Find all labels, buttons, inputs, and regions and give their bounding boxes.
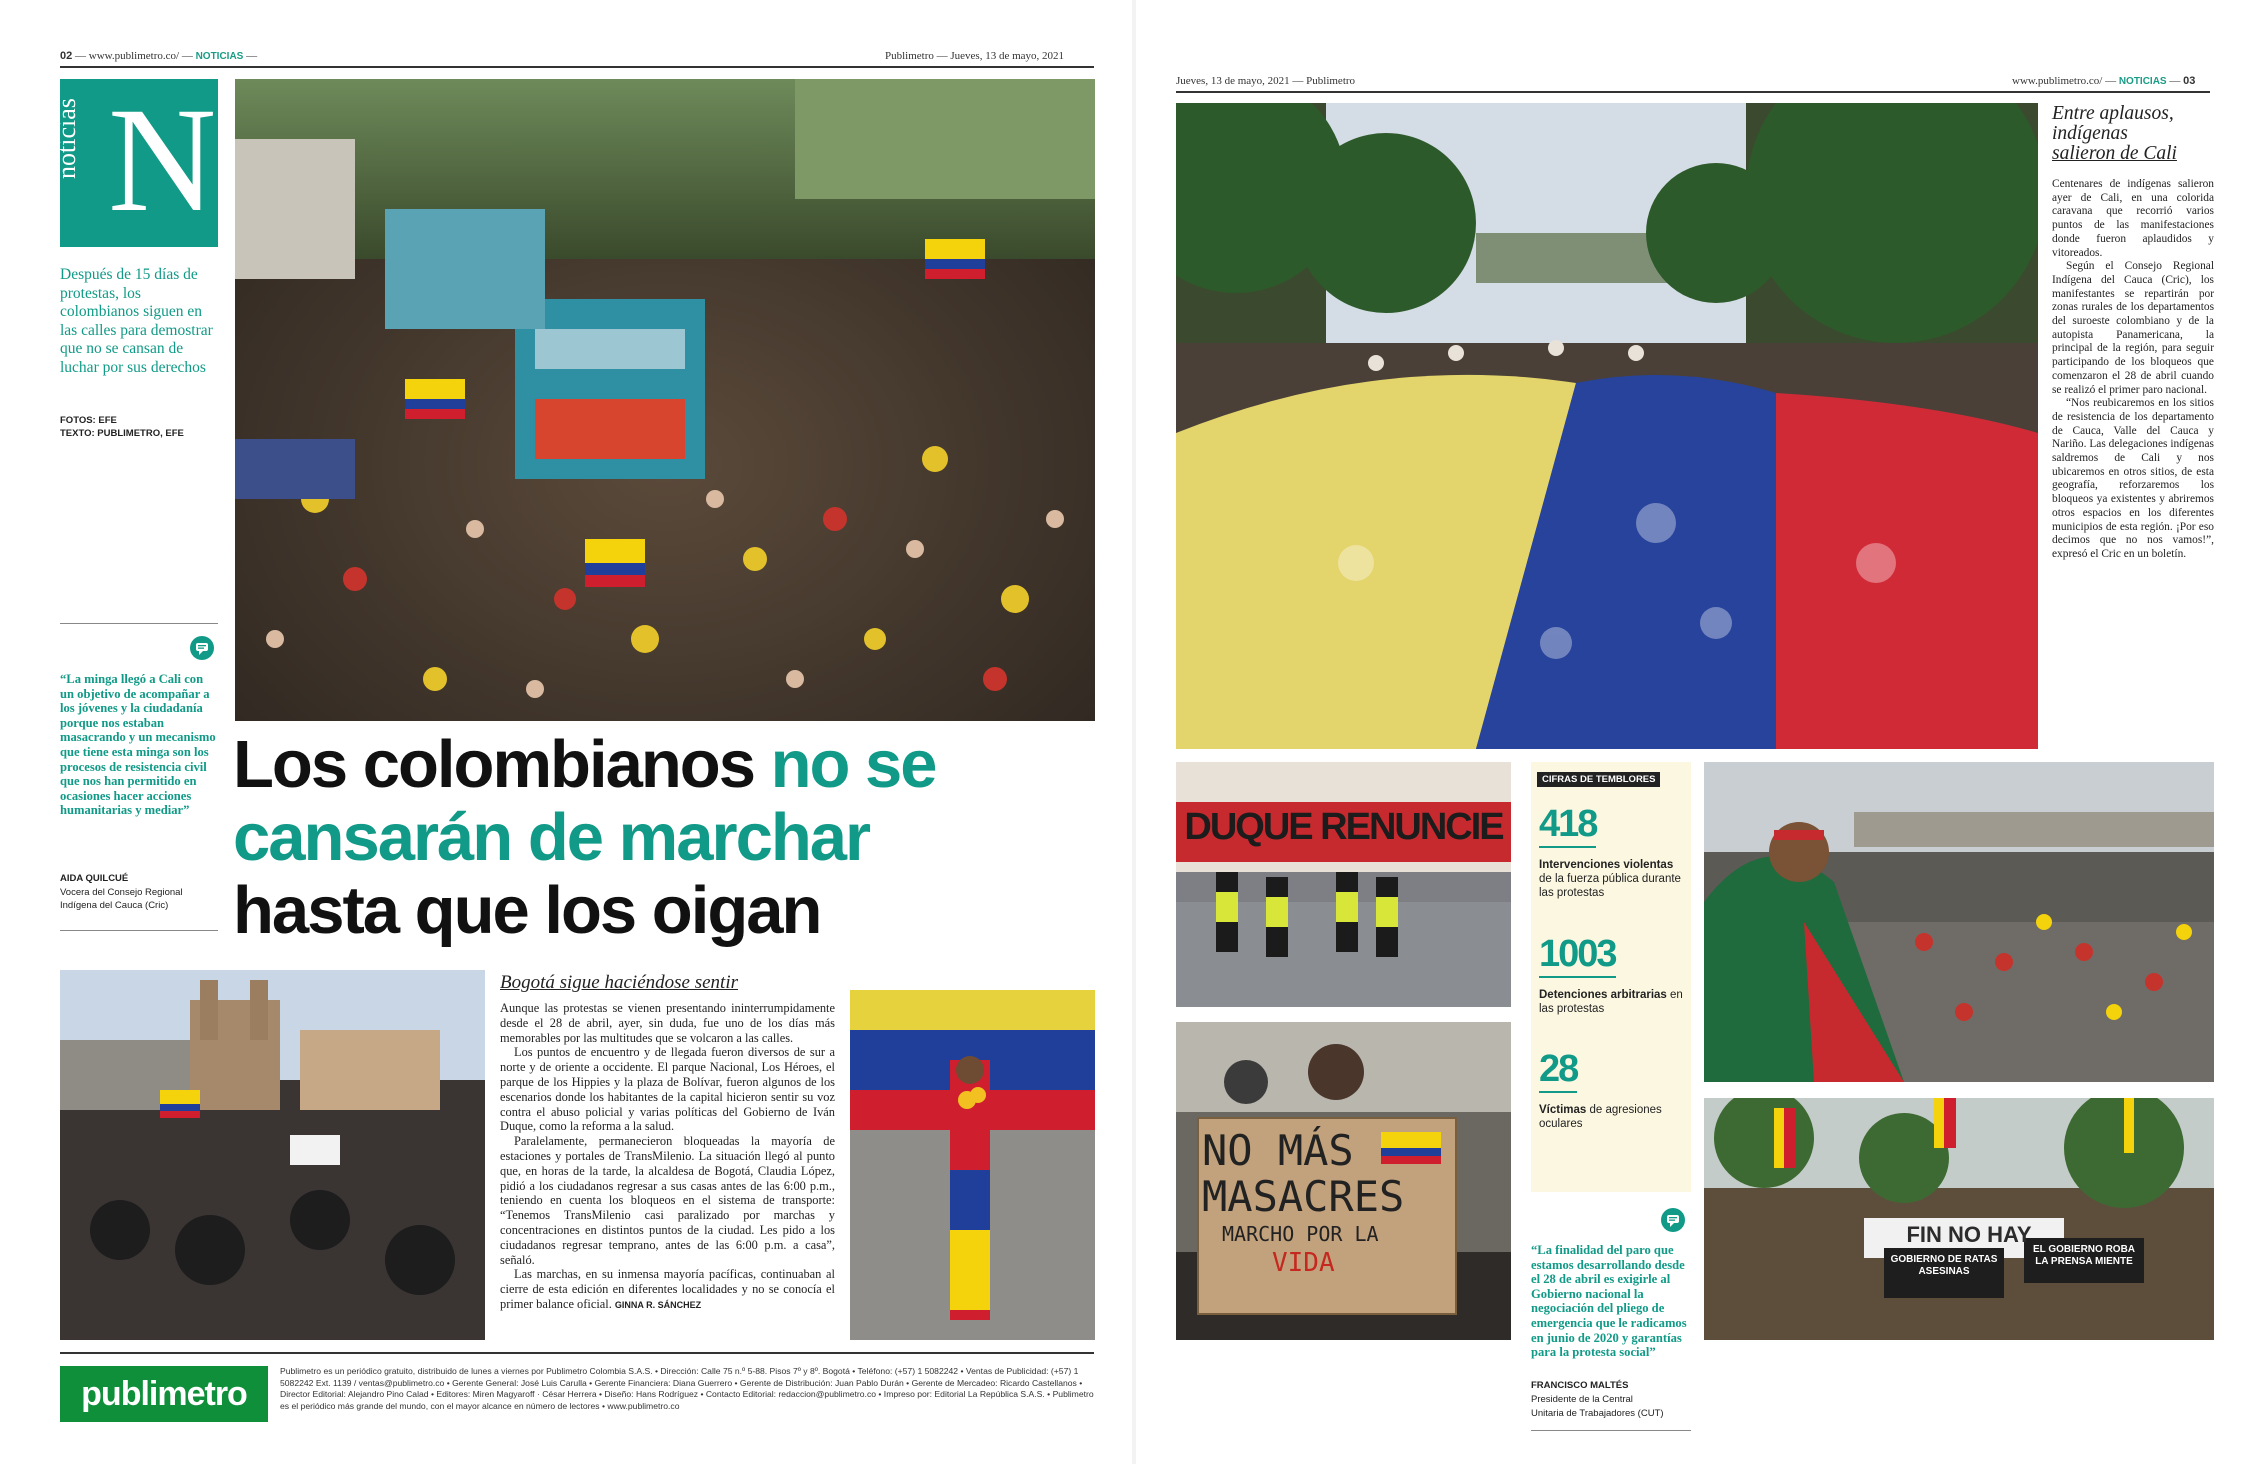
site-url: — www.publimetro.co/ — xyxy=(75,50,193,62)
photo-credit: FOTOS: EFE xyxy=(60,415,117,426)
right-section-label: NOTICIAS xyxy=(2118,76,2167,87)
stats-box xyxy=(1531,762,1691,1192)
stat-item xyxy=(1539,932,1689,1016)
article-title: Bogotá sigue haciéndose sentir xyxy=(500,972,738,993)
article-paragraph: Paralelamente, permanecieron bloqueadas la mayoría de estaciones y portales de TransMilenio. La situación llegó al punto que, en horas de la tarde, la alcaldesa de Bogotá, Claudia López, pidió a los ciudadanos regresar a sus casas antes de las 6:00 p.m., teniendo en cuenta los bloqueos en el sistema de transporte: “Tenemos TransMilenio casi paralizado por marchas y concentraciones en distintos puntos de la ciudad. Les pido a los ciudadanos regresar temprano, antes de las 6:00 p.m. a casa”, señaló. xyxy=(500,1134,835,1267)
right-speech-bubble-icon xyxy=(1661,1208,1685,1232)
section-logo-word: noticias xyxy=(52,98,81,179)
right-header xyxy=(2012,75,2195,87)
section-label: NOTICIAS xyxy=(195,51,244,62)
quote-rule-bottom xyxy=(60,930,218,931)
article-body xyxy=(500,1001,835,1313)
right-site-url: www.publimetro.co/ — xyxy=(2012,75,2117,87)
banner3-text: EL GOBIERNO ROBA LA PRENSA MIENTE xyxy=(2032,1244,2136,1267)
intro-text: Después de 15 días de protestas, los colombianos siguen en las calles para demostrar que no se cansan de luchar por sus derechos xyxy=(60,266,213,376)
left-quote-text: “La minga llegó a Cali con un objetivo de acompañar a los jóvenes y la ciudadanía porque nos estaban masacrando y un mecanismo que tiene esta minga son los procesos de resistencia civil que nos han permitido en ocasiones hacer acciones humanitarias y mediar” xyxy=(60,672,216,818)
headline-part2: no se xyxy=(770,727,936,802)
left-quote-role2: Indígena del Cauca (Cric) xyxy=(60,900,169,911)
right-header-date: Jueves, 13 de mayo, 2021 — Publimetro xyxy=(1176,75,1356,87)
stats-label: CIFRAS DE TEMBLORES xyxy=(1537,772,1660,787)
photo-plaza-bolivar xyxy=(60,970,485,1340)
stat-item xyxy=(1539,802,1689,900)
banner2-text: GOBIERNO DE RATAS ASESINAS xyxy=(1890,1254,1998,1277)
headline-part3: cansarán de marchar xyxy=(233,800,870,875)
right-quote-role2: Unitaria de Trabajadores (CUT) xyxy=(1531,1408,1664,1419)
header-dash: — xyxy=(246,50,258,62)
side-story-title xyxy=(2052,104,2217,164)
stat-number: 1003 xyxy=(1539,932,1616,978)
side-title-line3: salieron de Cali xyxy=(2052,143,2177,164)
spread-gutter xyxy=(1132,0,1136,1464)
sign-line2: MASACRES xyxy=(1202,1172,1405,1221)
article-paragraph: Las marchas, en su inmensa mayoría pacíficas, continuaban al cierre de esta edición en diferentes localidades y no se conocía el primer balance oficial. GINNA R. SÁNCHEZ xyxy=(500,1267,835,1311)
footer-rule xyxy=(60,1352,1094,1354)
left-header xyxy=(60,50,257,62)
footer-text: Publimetro es un periódico gratuito, distribuido de lunes a viernes por Publimetro Colombia S.A.S. • Dirección: Calle 75 n.º 5-88. Pisos 7º y 8º. Bogotá • Teléfono: (+57) 1 5082242 • Ventas de Publicidad: (+57) 1 5082242 Ext. 1139 / ventas@publimetro.co • Gerente General: José Luis Carulla • Gerente Financiera: Diana Guerrero • Gerente de Distribución: Juan Pablo Durán • Gerente de Mercadeo: Ricardo Castellanos • Director Editorial: Alejandro Pino Calad • Editores: Miren Magyaroff · César Herrera • Diseño: Hans Rodríguez • Contacto Editorial: redaccion@publimetro.co • Impreso por: Editorial La República S.A.S. • Publimetro es el periódico más grande del mundo, con el mayor alcance en número de lectores • www.publimetro.co xyxy=(280,1366,1094,1411)
side-title-line1: Entre aplausos, xyxy=(2052,103,2174,124)
photo-woman-sunflowers xyxy=(850,990,1095,1340)
photo-protest-banners xyxy=(1704,1098,2214,1340)
stat-desc: Detenciones arbitrarias en las protestas xyxy=(1539,989,1683,1015)
footer-logo-text: publimetro xyxy=(81,1375,247,1413)
duque-banner-text: DUQUE RENUNCIE xyxy=(1184,806,1503,848)
section-logo-letter: N xyxy=(108,77,217,243)
stat-desc: Víctimas de agresiones oculares xyxy=(1539,1104,1662,1130)
stat-desc: Intervenciones violentas de la fuerza pública durante las protestas xyxy=(1539,859,1681,899)
photo-giant-flag xyxy=(1176,103,2038,749)
left-quote-role1: Vocera del Consejo Regional xyxy=(60,887,183,898)
footer-logo xyxy=(60,1366,268,1422)
sign-line1: NO MÁS xyxy=(1202,1126,1354,1175)
side-paragraph: “Nos reubicaremos en los sitios de resistencia de los departamento de Cauca, Valle del Cauca y Nariño. Las delegaciones indígenas saldremos de Cali y nos ubicaremos en otros sitios, de esta geografía, reforzaremos los bloqueos ya existentes y abriremos otros espacios en los diferentes municipios de esta región. ¡Por eso decimos que no nos vamos!”, expresó el Cric en un boletín. xyxy=(2052,397,2214,560)
photo-no-mas-masacres xyxy=(1176,1022,1511,1340)
left-quote-name: AIDA QUILCUÉ xyxy=(60,873,129,884)
main-headline xyxy=(233,728,1113,947)
side-paragraph: Centenares de indígenas salieron ayer de Cali, en una colorida caravana que recorrió varios puntos de las manifestaciones donde fueron aplaudidos y vitoreados. xyxy=(2052,178,2214,259)
photo-duque-renuncie xyxy=(1176,762,1511,1007)
article-byline: GINNA R. SÁNCHEZ xyxy=(614,1299,702,1310)
right-quote-text: “La finalidad del paro que estamos desarrollando desde el 28 de abril es exigirle al Gobierno nacional la negociación del pliego de emergencia que le radicamos en junio de 2020 y garantías para la protesta social” xyxy=(1531,1243,1687,1360)
main-photo-caravan xyxy=(235,79,1095,721)
side-paragraph: Según el Consejo Regional Indígena del Cauca (Cric), los manifestantes se repartirán por zonas rurales de los departamentos del suroeste colombiano y de la autopista Panamericana, la principal de la región, para seguir participando de los bloqueos que comenzaron el 28 de abril cuando se realizó el primer paro nacional. xyxy=(2052,260,2214,396)
sign-text xyxy=(1202,1128,1452,1278)
right-quote-name: FRANCISCO MALTÉS xyxy=(1531,1380,1629,1391)
left-header-rule xyxy=(60,66,1094,68)
left-header-date: Publimetro — Jueves, 13 de mayo, 2021 xyxy=(885,50,1065,62)
text-credit: TEXTO: PUBLIMETRO, EFE xyxy=(60,428,184,439)
side-title-line2: indígenas xyxy=(2052,123,2128,144)
section-logo xyxy=(52,77,218,247)
stat-item xyxy=(1539,1047,1689,1131)
right-header-rule xyxy=(1176,91,2210,93)
sign-line4: VIDA xyxy=(1272,1248,1335,1278)
banner1-text: FIN NO HAY xyxy=(1906,1222,2032,1247)
side-story-body xyxy=(2052,178,2214,562)
speech-bubble-icon xyxy=(190,636,214,660)
photo-indigenous-guard xyxy=(1704,762,2214,1082)
sign-line3: MARCHO POR LA xyxy=(1222,1222,1379,1246)
right-quote-rule-bottom xyxy=(1531,1430,1691,1431)
quote-rule-top xyxy=(60,623,218,624)
headline-part4: hasta que los oigan xyxy=(233,873,821,948)
page-number: 02 xyxy=(60,50,73,62)
right-quote-role1: Presidente de la Central xyxy=(1531,1394,1633,1405)
headline-part1: Los colombianos xyxy=(233,727,771,802)
right-header-dash: — xyxy=(2169,75,2181,87)
stat-number: 418 xyxy=(1539,802,1596,848)
stat-number: 28 xyxy=(1539,1047,1577,1093)
right-page xyxy=(1134,0,2268,1464)
right-page-number: 03 xyxy=(2183,75,2196,87)
article-paragraph: Los puntos de encuentro y de llegada fueron diversos de sur a norte y de oriente a occidente. El parque Nacional, Los Héroes, el parque de los Hippies y la plaza de Bolívar, fueron algunos de los escenarios donde los habitantes de la capital hicieron sentir su voz contra el abuso policial y varias políticas del Gobierno de Iván Duque, como la reforma a la salud. xyxy=(500,1045,835,1134)
article-paragraph: Aunque las protestas se vienen presentando ininterrumpidamente desde el 28 de abril, ayer, sin duda, fue uno de los días más memorables por las multitudes que se volcaron a las calles. xyxy=(500,1001,835,1045)
